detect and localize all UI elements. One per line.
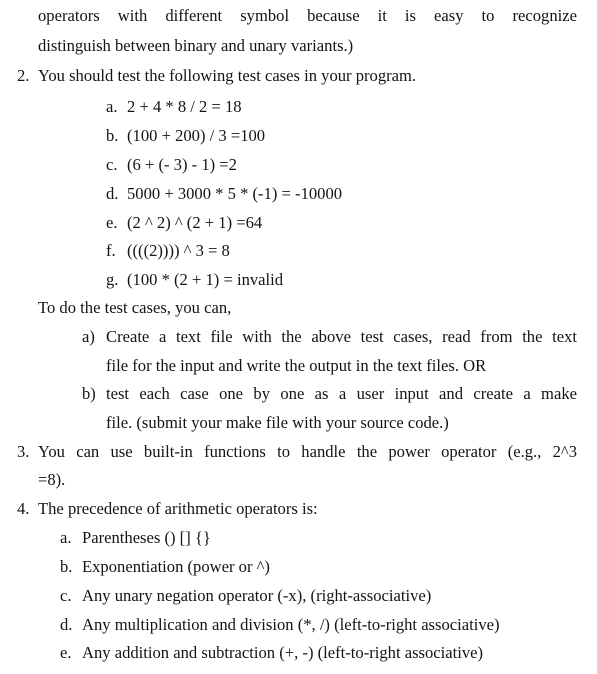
case-a-label: a. [106,97,118,116]
precedence-d-label: d. [60,615,73,634]
case-f-label: f. [106,241,116,260]
case-a-text: 2 + 4 * 8 / 2 = 18 [127,97,242,116]
item2-text: You should test the following test cases in your program. [38,66,417,85]
case-b-text: (100 + 200) / 3 =100 [127,126,266,145]
precedence-c-label: c. [60,586,72,605]
precedence-b-label: b. [60,557,73,576]
case-g-label: g. [106,270,119,289]
item2-number: 2. [17,66,30,85]
option-b-label: b) [82,384,96,403]
case-e-text: (2 ^ 2) ^ (2 + 1) =64 [127,213,263,232]
case-c-text: (6 + (- 3) - 1) =2 [127,155,237,174]
item3-line-2: =8). [38,470,66,489]
case-d-label: d. [106,184,119,203]
intro-line-1: operators with different symbol because it is easy to recognize [38,6,577,25]
option-a-line-1: Create a text file with the above test cases, read from the text [106,327,577,346]
precedence-a-text: Parentheses () [] {} [82,528,211,547]
case-c-label: c. [106,155,118,174]
case-e-label: e. [106,213,118,232]
item3-line-1: You can use built-in functions to handle the power operator (e.g., 2^3 [38,442,577,461]
precedence-b-text: Exponentiation (power or ^) [82,557,270,576]
precedence-e-text: Any addition and subtraction (+, -) (left-to-right associative) [82,643,484,662]
case-b-label: b. [106,126,119,145]
precedence-c-text: Any unary negation operator (-x), (right-associative) [82,586,432,605]
precedence-d-text: Any multiplication and division (*, /) (left-to-right associative) [82,615,500,634]
precedence-e-label: e. [60,643,72,662]
item4-text: The precedence of arithmetic operators is: [38,499,318,518]
case-d-text: 5000 + 3000 * 5 * (-1) = -10000 [127,184,343,203]
todo-text: To do the test cases, you can, [38,298,232,317]
case-f-text: ((((2)))) ^ 3 = 8 [127,241,230,260]
case-g-text: (100 * (2 + 1) = invalid [127,270,284,289]
item3-number: 3. [17,442,30,461]
intro-line-2: distinguish between binary and unary variants.) [38,36,354,55]
precedence-a-label: a. [60,528,72,547]
option-a-line-2: file for the input and write the output in the text files. OR [106,356,487,375]
option-a-label: a) [82,327,95,346]
option-b-line-1: test each case one by one as a user input and create a make [106,384,577,403]
item4-number: 4. [17,499,30,518]
option-b-line-2: file. (submit your make file with your source code.) [106,413,449,432]
